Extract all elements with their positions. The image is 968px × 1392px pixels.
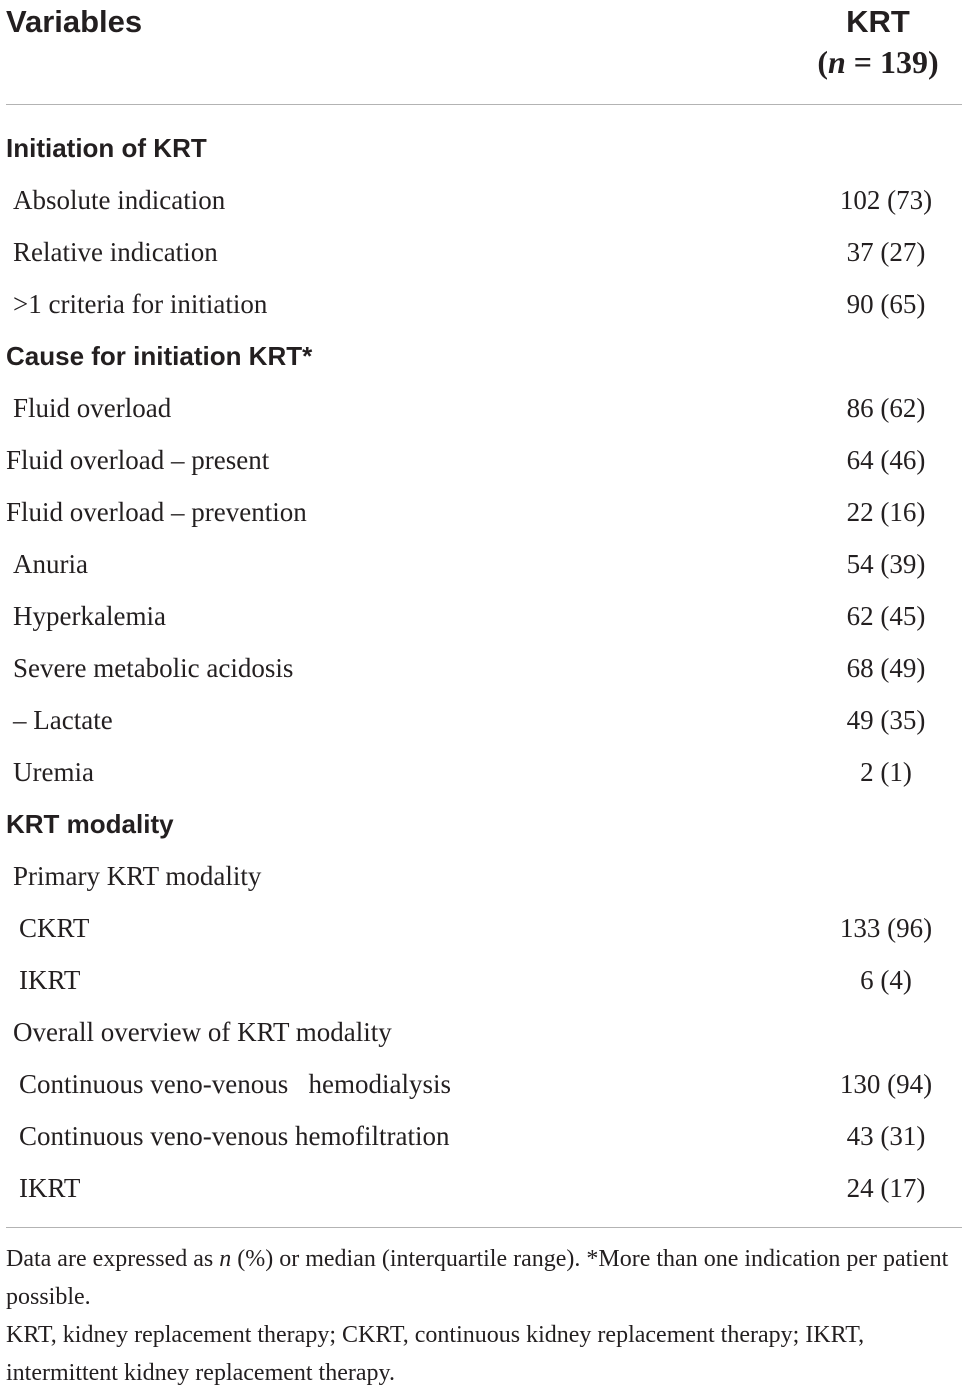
row-label: Anuria [13,549,88,579]
table-row [0,174,968,226]
row-value: 2 (1) [860,757,912,787]
row-value: 22 (16) [846,497,926,527]
footnote-text: Data are expressed as [6,1246,220,1272]
row-value: 43 (31) [846,1121,926,1151]
krt-n-value: = 139) [845,44,939,80]
krt-n-prefix: ( [817,44,828,80]
variables-column-header: Variables [6,4,143,39]
row-label: CKRT [19,913,90,943]
row-label: Fluid overload – prevention [6,497,307,527]
row-value: 54 (39) [846,549,926,579]
table-body [0,122,968,1214]
row-label: >1 criteria for initiation [13,289,268,319]
table-row [0,538,968,590]
row-label: Absolute indication [13,185,226,215]
row-label: Fluid overload [13,393,172,423]
row-value: 90 (65) [846,289,926,319]
table-row [0,1110,968,1162]
row-value: 68 (49) [846,653,926,683]
footnote-text: (%) or median (interquartile range). *More than one indication per patient possible. [6,1246,949,1310]
footnote-n-symbol: n [219,1246,232,1272]
table-row [0,434,968,486]
row-label: Fluid overload – present [6,445,270,475]
table-row [0,1162,968,1214]
section-header-row [0,122,968,174]
row-label: Relative indication [13,237,218,267]
table-row [0,382,968,434]
footnote-abbreviations: KRT, kidney replacement therapy; CKRT, continuous kidney replacement therapy; IKRT, intermittent kidney replacement therapy. [6,1322,865,1386]
row-value: 64 (46) [846,445,926,475]
row-label: Continuous veno-venous hemodialysis [19,1069,451,1099]
row-label: Cause for initiation KRT* [6,341,313,371]
row-value: 133 (96) [839,913,933,943]
row-value: 102 (73) [839,185,933,215]
row-value: 86 (62) [846,393,926,423]
table-row [0,486,968,538]
footnote-data-expression [6,1240,964,1316]
row-label: Hyperkalemia [13,601,166,631]
row-label: IKRT [19,965,81,995]
row-value: 24 (17) [846,1173,926,1203]
table-footnotes [6,1240,964,1392]
table-row [0,694,968,746]
krt-column-header [798,2,958,82]
table-header [0,0,968,104]
row-label: IKRT [19,1173,81,1203]
row-label: – Lactate [13,705,113,735]
krt-group-count [798,42,958,82]
footer-divider [6,1227,962,1228]
table-row [0,1006,968,1058]
table-row [0,746,968,798]
row-label: Overall overview of KRT modality [13,1017,392,1047]
table-row [0,226,968,278]
row-label: Uremia [13,757,94,787]
krt-n-symbol: n [827,44,846,80]
row-label: Initiation of KRT [6,133,207,163]
row-label: Continuous veno-venous hemofiltration [19,1121,450,1151]
table-row [0,278,968,330]
row-value: 37 (27) [846,237,926,267]
table-row [0,902,968,954]
row-label: KRT modality [6,809,174,839]
krt-group-label: KRT [846,4,910,39]
row-value: 130 (94) [839,1069,933,1099]
header-divider [6,104,962,105]
row-label: Primary KRT modality [13,861,262,891]
table-row [0,590,968,642]
table-row [0,954,968,1006]
row-value: 62 (45) [846,601,926,631]
section-header-row [0,798,968,850]
table-row [0,850,968,902]
section-header-row [0,330,968,382]
table-row [0,642,968,694]
row-label: Severe metabolic acidosis [13,653,294,683]
row-value: 49 (35) [846,705,926,735]
table-row [0,1058,968,1110]
row-value: 6 (4) [860,965,912,995]
